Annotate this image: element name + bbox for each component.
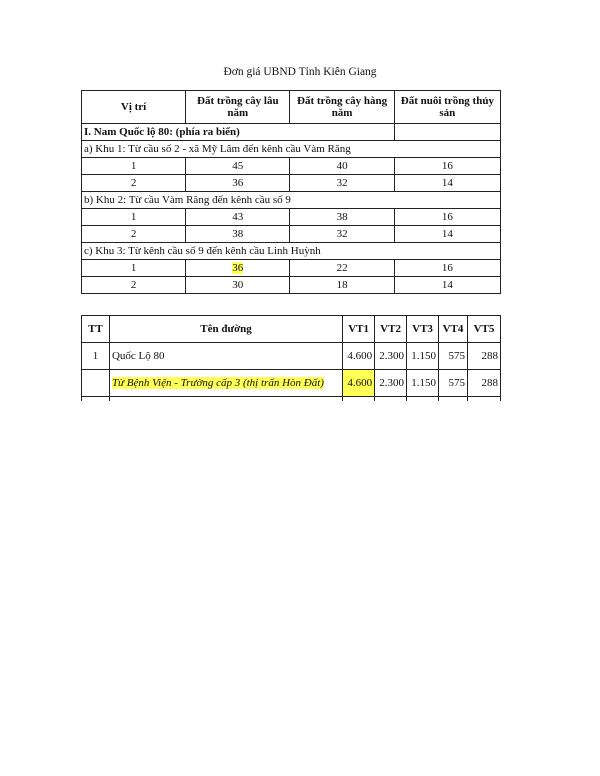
section-row — [82, 124, 501, 141]
cell: 288 — [467, 370, 500, 397]
cell-highlighted: 4.600 — [343, 370, 375, 397]
cell: 16 — [394, 158, 500, 175]
table-row — [82, 260, 501, 277]
header-vt3: VT3 — [407, 316, 439, 343]
cell: 575 — [439, 343, 468, 370]
cell: 2 — [82, 277, 186, 294]
cell: 2.300 — [375, 343, 407, 370]
table-header-row — [82, 316, 501, 343]
cell: 1 — [82, 260, 186, 277]
cell — [82, 370, 110, 397]
cell: 32 — [290, 226, 394, 243]
cell: 14 — [394, 277, 500, 294]
table-row-cutoff — [82, 397, 501, 402]
cell: 1 — [82, 343, 110, 370]
cell: 16 — [394, 209, 500, 226]
cell: 30 — [186, 277, 290, 294]
header-position: Vị trí — [82, 91, 186, 124]
zone-row — [82, 243, 501, 260]
cell: 2 — [82, 175, 186, 192]
header-vt2: VT2 — [375, 316, 407, 343]
cell: 32 — [290, 175, 394, 192]
cell: Quốc Lộ 80 — [109, 343, 342, 370]
highlighted-value: 36 — [232, 262, 244, 274]
cell: 288 — [467, 343, 500, 370]
table-row — [82, 209, 501, 226]
road-price-table — [81, 315, 501, 401]
cell: 1.150 — [407, 343, 439, 370]
header-tt: TT — [82, 316, 110, 343]
cell: 16 — [394, 260, 500, 277]
cell: 45 — [186, 158, 290, 175]
cell-highlighted — [186, 260, 290, 277]
cell: 43 — [186, 209, 290, 226]
cell: 575 — [439, 370, 468, 397]
cell: 2.300 — [375, 370, 407, 397]
header-annual: Đất trồng cây hàng năm — [290, 91, 394, 124]
cell: 1.150 — [407, 370, 439, 397]
cell: 4.600 — [343, 343, 375, 370]
zone-row — [82, 141, 501, 158]
header-perennial: Đất trồng cây lâu năm — [186, 91, 290, 124]
header-vt4: VT4 — [439, 316, 468, 343]
cell: 14 — [394, 226, 500, 243]
header-aquaculture: Đất nuôi trồng thủy sản — [394, 91, 500, 124]
cell: 1 — [82, 158, 186, 175]
cell: 2 — [82, 226, 186, 243]
zone-label: c) Khu 3: Từ kênh cầu số 9 đến kênh cầu Linh Huỳnh — [82, 243, 501, 260]
header-vt5: VT5 — [467, 316, 500, 343]
table-row — [82, 277, 501, 294]
cell: 38 — [290, 209, 394, 226]
table-row — [82, 226, 501, 243]
cell-highlighted — [109, 370, 342, 397]
page-title: Đơn giá UBND Tỉnh Kiên Giang — [223, 66, 377, 78]
table-row — [82, 370, 501, 397]
table-header-row — [82, 91, 501, 124]
zone-label: b) Khu 2: Từ cầu Vàm Răng đến kênh cầu số 9 — [82, 192, 501, 209]
cell: 40 — [290, 158, 394, 175]
zone-row — [82, 192, 501, 209]
land-price-table — [81, 90, 501, 294]
table-row — [82, 343, 501, 370]
cell: 38 — [186, 226, 290, 243]
table-row — [82, 158, 501, 175]
cell: 1 — [82, 209, 186, 226]
section-title: I. Nam Quốc lộ 80: (phía ra biển) — [82, 124, 395, 141]
header-road-name: Tên đường — [109, 316, 342, 343]
cell: 36 — [186, 175, 290, 192]
header-vt1: VT1 — [343, 316, 375, 343]
cell: 18 — [290, 277, 394, 294]
cell: 22 — [290, 260, 394, 277]
highlighted-road: Từ Bệnh Viện - Trường cấp 3 (thị trấn Hòn Đất) — [111, 377, 324, 389]
cell: 14 — [394, 175, 500, 192]
zone-label: a) Khu 1: Từ cầu số 2 - xã Mỹ Lâm đến kênh cầu Vàm Răng — [82, 141, 501, 158]
table-row — [82, 175, 501, 192]
